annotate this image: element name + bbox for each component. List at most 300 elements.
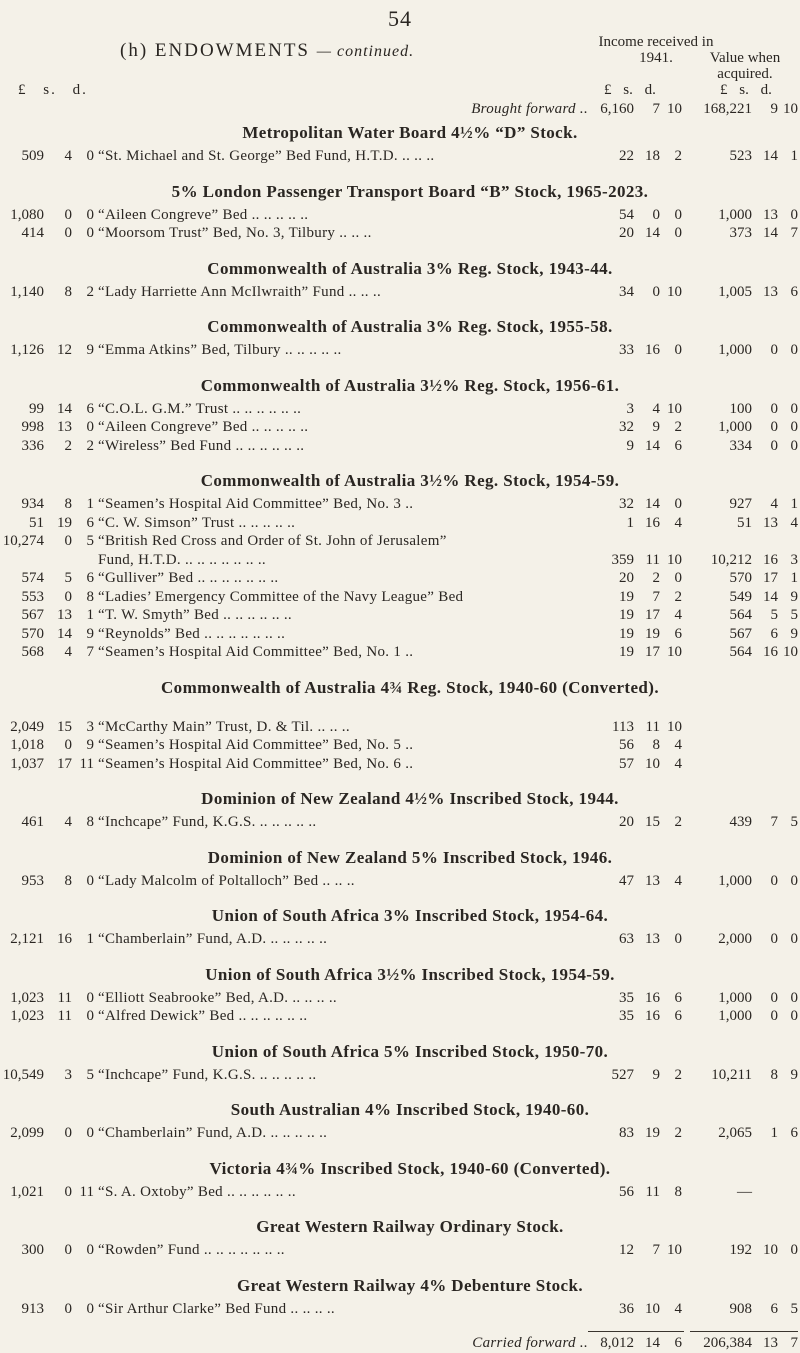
income-pounds: 12 [619, 1242, 634, 1258]
value-pounds: 334 [729, 437, 752, 454]
value-pence: 0 [790, 872, 798, 889]
income-pence: 0 [674, 570, 682, 586]
income-pence: 4 [674, 737, 682, 753]
fund-description: “Lady Malcolm of Poltalloch” Bed .. .. .. [98, 872, 355, 889]
nominal-amount-shillings: 4 [64, 814, 72, 830]
income-pence: 8 [674, 1183, 682, 1200]
nominal-amount-pence: 0 [86, 989, 94, 1006]
forward-label: Brought forward .. [471, 101, 588, 117]
nominal-amount-pence: 8 [86, 814, 94, 830]
income-column-header: Income received in 1941. [598, 34, 714, 66]
value-pounds: 564 [729, 644, 752, 660]
value-pounds: 373 [729, 225, 752, 241]
nominal-amount-shillings: 0 [64, 1183, 72, 1200]
fund-description: “British Red Cross and Order of St. John of Jerusalem” [98, 533, 447, 549]
nominal-amount-pence: 0 [86, 1242, 94, 1258]
value-pounds: 100 [729, 400, 752, 417]
income-pence: 0 [674, 225, 682, 241]
stock-heading: 5% London Passenger Transport Board “B” Stock, 1965-2023. [171, 181, 649, 201]
income-pounds: 22 [619, 148, 634, 164]
value-pounds: 1,005 [718, 283, 752, 300]
income-pence: 10 [667, 400, 682, 417]
value-pence: 1 [790, 570, 798, 586]
brought-forward-row [0, 101, 800, 119]
table-row [0, 756, 800, 774]
value-pounds: 206,384 [703, 1335, 752, 1351]
nominal-amount-shillings: 8 [64, 496, 72, 512]
fund-description: “Seamen’s Hospital Aid Committee” Bed, No. 6 .. [98, 755, 414, 772]
nominal-amount-pounds: 2,121 [10, 931, 44, 947]
income-shillings: 19 [645, 1125, 660, 1141]
value-shillings: 0 [770, 419, 778, 435]
value-shillings: 14 [763, 225, 778, 241]
value-shillings: 13 [763, 206, 778, 223]
nominal-amount-shillings: 0 [64, 225, 72, 241]
value-pence: 6 [790, 1125, 798, 1141]
value-pence: 0 [790, 437, 798, 454]
nominal-amount-pence: 0 [86, 148, 94, 164]
value-pence: 10 [783, 644, 798, 660]
nominal-amount-pence: 9 [86, 625, 94, 642]
value-pounds: 192 [729, 1242, 752, 1258]
value-pence: 0 [790, 419, 798, 435]
value-shillings: 13 [763, 514, 778, 531]
table-row [0, 931, 800, 949]
nominal-amount-pounds: 998 [21, 419, 44, 435]
income-pounds: 35 [619, 989, 634, 1006]
value-shillings: 1 [770, 1125, 778, 1141]
income-pence: 10 [667, 1242, 682, 1258]
income-pence: 6 [674, 1335, 682, 1351]
income-shillings: 16 [645, 514, 660, 531]
value-pounds: 1,000 [718, 206, 752, 223]
value-shillings: 16 [763, 551, 778, 568]
income-shillings: 16 [645, 1008, 660, 1024]
value-pence: 3 [790, 551, 798, 568]
table-row [0, 644, 800, 662]
fund-description: “Gulliver” Bed .. .. .. .. .. .. .. [98, 570, 279, 586]
nominal-amount-pounds: 51 [29, 514, 44, 531]
total-rule-income [588, 1331, 684, 1332]
nominal-amount-pence: 8 [86, 588, 94, 605]
income-pence: 2 [674, 419, 682, 435]
fund-description: “Inchcape” Fund, K.G.S. .. .. .. .. .. [98, 814, 317, 830]
income-pence: 2 [674, 1066, 682, 1083]
nominal-amount-pounds: 953 [21, 872, 44, 889]
nominal-amount-shillings: 14 [57, 400, 72, 417]
nominal-amount-shillings: 2 [64, 437, 72, 454]
income-shillings: 14 [645, 437, 660, 454]
income-pounds: 20 [619, 814, 634, 830]
income-shillings: 15 [645, 814, 660, 830]
income-pence: 4 [674, 755, 682, 772]
nominal-amount-shillings: 13 [57, 607, 72, 623]
stock-heading: Commonwealth of Australia 3½% Reg. Stock, 1956-61. [200, 375, 620, 395]
nominal-amount-shillings: 0 [64, 1125, 72, 1141]
value-pounds: 908 [729, 1300, 752, 1317]
income-pence: 4 [674, 607, 682, 623]
income-pounds: 32 [619, 419, 634, 435]
nominal-amount-pounds: 1,037 [10, 755, 44, 772]
income-pence: 10 [667, 644, 682, 660]
value-shillings: 8 [770, 1066, 778, 1083]
income-pounds: 19 [619, 588, 634, 605]
value-shillings: 14 [763, 588, 778, 605]
value-pence: 0 [790, 1008, 798, 1024]
income-pounds: 47 [619, 872, 634, 889]
income-pounds: 113 [612, 718, 634, 735]
table-row [0, 607, 800, 625]
nominal-amount-pounds: 913 [21, 1300, 44, 1317]
table-row [0, 1301, 800, 1319]
income-shillings: 7 [652, 101, 660, 117]
nominal-amount-pounds: 1,080 [10, 206, 44, 223]
value-pounds: 570 [729, 570, 752, 586]
table-row [0, 284, 800, 302]
table-row [0, 1242, 800, 1260]
nominal-amount-shillings: 15 [57, 718, 72, 735]
value-pounds: 439 [729, 814, 752, 830]
nominal-amount-shillings: 0 [64, 533, 72, 549]
stock-heading: Dominion of New Zealand 4½% Inscribed Stock, 1944. [201, 789, 619, 808]
nominal-amount-pounds: 1,140 [10, 283, 44, 300]
table-row [0, 401, 800, 419]
income-pence: 10 [667, 551, 682, 568]
nominal-amount-shillings: 8 [64, 283, 72, 300]
income-shillings: 13 [645, 931, 660, 947]
income-pounds: 36 [619, 1300, 634, 1317]
nominal-amount-pounds: 99 [29, 400, 44, 417]
table-row [0, 570, 800, 588]
income-pounds: 20 [619, 570, 634, 586]
value-pounds: 1,000 [718, 419, 752, 435]
income-pounds: 6,160 [600, 101, 634, 117]
income-shillings: 9 [652, 419, 660, 435]
page-number: 54 [388, 6, 412, 31]
income-pence: 10 [667, 101, 682, 117]
nominal-amount-pounds: 553 [21, 588, 44, 605]
income-shillings: 2 [652, 570, 660, 586]
page-title [120, 40, 414, 62]
nominal-amount-shillings: 0 [64, 1242, 72, 1258]
nominal-amount-shillings: 11 [57, 1008, 72, 1024]
lsd-header-income: £ s. d. [604, 82, 656, 98]
fund-description: “Lady Harriette Ann McIlwraith” Fund .. .. .. [98, 283, 382, 300]
fund-description: Fund, H.T.D. .. .. .. .. .. .. .. [98, 551, 266, 568]
title-suffix: — continued. [316, 43, 415, 60]
value-pence: 0 [790, 931, 798, 947]
table-row [0, 737, 800, 755]
value-pounds: 567 [729, 625, 752, 642]
value-shillings: 6 [770, 625, 778, 642]
table-row [0, 225, 800, 243]
value-pounds: 927 [729, 496, 752, 512]
income-pence: 6 [674, 625, 682, 642]
fund-description: “C.O.L. G.M.” Trust .. .. .. .. .. .. [98, 400, 302, 417]
nominal-amount-pounds: 461 [21, 814, 44, 830]
value-pounds: 168,221 [703, 101, 752, 117]
fund-description: “C. W. Simson” Trust .. .. .. .. .. [98, 514, 296, 531]
nominal-amount-pounds: 2,099 [10, 1125, 44, 1141]
nominal-amount-pence: 11 [79, 755, 94, 772]
nominal-amount-pence: 1 [86, 496, 94, 512]
nominal-amount-shillings: 12 [57, 342, 72, 358]
value-pounds: 10,211 [711, 1066, 752, 1083]
nominal-amount-pounds: 2,049 [10, 718, 44, 735]
table-row [0, 533, 800, 551]
nominal-amount-pounds: 10,274 [2, 533, 44, 549]
table-row [0, 814, 800, 832]
income-pounds: 3 [626, 400, 634, 417]
nominal-amount-pounds: 1,023 [10, 989, 44, 1006]
income-shillings: 0 [652, 283, 660, 300]
nominal-amount-shillings: 5 [64, 570, 72, 586]
value-shillings: 0 [770, 1008, 778, 1024]
value-pounds: 51 [737, 514, 752, 531]
stock-heading: Union of South Africa 3% Inscribed Stock, 1954-64. [211, 906, 609, 925]
nominal-amount-pence: 6 [86, 400, 94, 417]
fund-description: “Seamen’s Hospital Aid Committee” Bed, No. 3 .. [98, 496, 414, 512]
table-row [0, 589, 800, 607]
stock-heading: Great Western Railway 4% Debenture Stock. [237, 1275, 583, 1295]
stock-heading: Dominion of New Zealand 5% Inscribed Stock, 1946. [207, 847, 613, 867]
value-pence: 5 [790, 814, 798, 830]
value-pence: 0 [790, 400, 798, 417]
fund-description: “S. A. Oxtoby” Bed .. .. .. .. .. .. [98, 1183, 296, 1200]
value-shillings: 17 [763, 570, 778, 586]
value-column-header: Value when acquired. [709, 50, 781, 82]
table-row [0, 626, 800, 644]
fund-description: “Chamberlain” Fund, A.D. .. .. .. .. .. [98, 931, 328, 947]
nominal-amount-shillings: 14 [57, 625, 72, 642]
value-shillings: 7 [770, 814, 778, 830]
income-pence: 4 [674, 1300, 682, 1317]
nominal-amount-pence: 2 [86, 283, 94, 300]
stock-heading: Union of South Africa 3½% Inscribed Stock, 1954-59. [205, 964, 615, 984]
fund-description: “Rowden” Fund .. .. .. .. .. .. .. [98, 1242, 285, 1258]
value-shillings: 5 [770, 607, 778, 623]
income-pounds: 32 [619, 496, 634, 512]
fund-description: “Chamberlain” Fund, A.D. .. .. .. .. .. [98, 1125, 328, 1141]
table-row [0, 990, 800, 1008]
nominal-amount-shillings: 0 [64, 206, 72, 223]
stock-heading: Commonwealth of Australia 3% Reg. Stock, 1955-58. [207, 317, 613, 336]
fund-description: “Emma Atkins” Bed, Tilbury .. .. .. .. .. [98, 342, 342, 358]
table-row [0, 552, 800, 570]
income-pounds: 35 [619, 1008, 634, 1024]
nominal-amount-pence: 0 [86, 1300, 94, 1317]
table-row [0, 719, 800, 737]
nominal-amount-shillings: 0 [64, 737, 72, 753]
nominal-amount-pence: 5 [86, 533, 94, 549]
table-row [0, 207, 800, 225]
fund-description: “St. Michael and St. George” Bed Fund, H.T.D. .. .. .. [98, 148, 435, 164]
value-pence: 9 [790, 588, 798, 605]
value-pence: 7 [790, 225, 798, 241]
value-pounds: 523 [729, 148, 752, 164]
nominal-amount-pence: 5 [86, 1066, 94, 1083]
nominal-amount-pounds: 568 [21, 644, 44, 660]
value-pence: 1 [790, 148, 798, 164]
income-pounds: 359 [611, 551, 634, 568]
fund-description: “Seamen’s Hospital Aid Committee” Bed, No. 1 .. [98, 644, 414, 660]
table-row [0, 1125, 800, 1143]
value-shillings: 10 [763, 1242, 778, 1258]
nominal-amount-pounds: 300 [21, 1242, 44, 1258]
income-pence: 6 [674, 1008, 682, 1024]
income-pence: 6 [674, 437, 682, 454]
nominal-amount-shillings: 4 [64, 644, 72, 660]
income-shillings: 11 [645, 551, 660, 568]
nominal-amount-pence: 0 [86, 872, 94, 889]
income-shillings: 8 [652, 737, 660, 753]
income-pounds: 527 [611, 1066, 634, 1083]
value-pounds: 1,000 [718, 872, 752, 889]
table-row [0, 1067, 800, 1085]
carried-forward-row [0, 1335, 800, 1353]
nominal-amount-pence: 1 [86, 931, 94, 947]
value-pence: 5 [790, 1300, 798, 1317]
nominal-amount-pence: 2 [86, 437, 94, 454]
fund-description: “Sir Arthur Clarke” Bed Fund .. .. .. .. [98, 1300, 335, 1317]
income-shillings: 9 [652, 1066, 660, 1083]
nominal-amount-shillings: 16 [57, 931, 72, 947]
nominal-amount-pence: 0 [86, 206, 94, 223]
value-pounds: 564 [729, 607, 752, 623]
income-pounds: 19 [619, 644, 634, 660]
value-pence: 1 [790, 496, 798, 512]
income-pounds: 19 [619, 625, 634, 642]
income-shillings: 7 [652, 1242, 660, 1258]
value-pounds: 2,000 [718, 931, 752, 947]
nominal-amount-pence: 0 [86, 225, 94, 241]
income-shillings: 11 [645, 718, 660, 735]
nominal-amount-shillings: 19 [57, 514, 72, 531]
stock-heading: Commonwealth of Australia 3% Reg. Stock, 1943-44. [207, 258, 613, 278]
table-row [0, 419, 800, 437]
income-pounds: 9 [626, 437, 634, 454]
nominal-amount-shillings: 3 [64, 1066, 72, 1083]
income-pence: 2 [674, 1125, 682, 1141]
value-pence: 7 [790, 1335, 798, 1351]
value-shillings: 13 [763, 1335, 778, 1351]
income-shillings: 10 [645, 1300, 660, 1317]
income-pounds: 34 [619, 283, 634, 300]
fund-description: “Aileen Congreve” Bed .. .. .. .. .. [98, 206, 309, 223]
nominal-amount-pounds: 574 [21, 570, 44, 586]
value-pence: 0 [790, 342, 798, 358]
income-pounds: 56 [619, 737, 634, 753]
lsd-header-value: £ s. d. [720, 82, 772, 98]
value-pence: 9 [790, 625, 798, 642]
income-shillings: 14 [645, 496, 660, 512]
value-pounds: 1,000 [718, 989, 752, 1006]
value-pence: 10 [783, 101, 798, 117]
table-row [0, 515, 800, 533]
table-row [0, 438, 800, 456]
income-shillings: 16 [645, 989, 660, 1006]
value-shillings: 13 [763, 283, 778, 300]
nominal-amount-pence: 6 [86, 570, 94, 586]
income-shillings: 14 [645, 225, 660, 241]
stock-heading: Great Western Railway Ordinary Stock. [256, 1217, 564, 1236]
value-shillings: 0 [770, 931, 778, 947]
value-pounds: 10,212 [710, 551, 752, 568]
nominal-amount-pence: 0 [86, 1008, 94, 1024]
income-pence: 2 [674, 588, 682, 605]
table-row [0, 148, 800, 166]
income-pounds: 1 [626, 514, 634, 531]
nominal-amount-pounds: 1,018 [10, 737, 44, 753]
nominal-amount-shillings: 0 [64, 588, 72, 605]
fund-description: “Wireless” Bed Fund .. .. .. .. .. .. [98, 437, 305, 454]
table-row [0, 873, 800, 891]
fund-description: “Ladies’ Emergency Committee of the Navy League” Bed [98, 588, 464, 605]
income-shillings: 17 [645, 644, 660, 660]
nominal-amount-pounds: 1,023 [10, 1008, 44, 1024]
fund-description: “T. W. Smyth” Bed .. .. .. .. .. .. [98, 607, 292, 623]
nominal-amount-pounds: 570 [21, 625, 44, 642]
nominal-amount-pounds: 509 [21, 148, 44, 164]
fund-description: “Aileen Congreve” Bed .. .. .. .. .. [98, 419, 309, 435]
stock-heading: Union of South Africa 5% Inscribed Stock, 1950-70. [211, 1041, 609, 1061]
nominal-amount-shillings: 8 [64, 872, 72, 889]
income-pence: 4 [674, 872, 682, 889]
income-pounds: 8,012 [600, 1335, 634, 1351]
value-pence: 4 [790, 514, 798, 531]
nominal-amount-shillings: 0 [64, 1300, 72, 1317]
fund-description: “McCarthy Main” Trust, D. & Til. .. .. .. [98, 718, 350, 735]
income-pounds: 56 [619, 1183, 634, 1200]
nominal-amount-pounds: 336 [21, 437, 44, 454]
income-pounds: 20 [619, 225, 634, 241]
income-pence: 0 [674, 931, 682, 947]
table-row [0, 342, 800, 360]
title-main: (h) ENDOWMENTS [120, 40, 311, 61]
value-pence: 9 [790, 1066, 798, 1083]
income-shillings: 16 [645, 342, 660, 358]
income-pounds: 54 [619, 206, 634, 223]
income-shillings: 19 [645, 625, 660, 642]
nominal-amount-pence: 9 [86, 342, 94, 358]
fund-description: “Moorsom Trust” Bed, No. 3, Tilbury .. .. .. [98, 225, 372, 241]
income-shillings: 4 [652, 400, 660, 417]
value-shillings: 0 [770, 872, 778, 889]
value-pounds: 1,000 [718, 342, 752, 358]
fund-description: “Inchcape” Fund, K.G.S. .. .. .. .. .. [98, 1066, 317, 1083]
income-shillings: 11 [645, 1183, 660, 1200]
nominal-amount-shillings: 11 [57, 989, 72, 1006]
nominal-amount-pounds: 1,021 [10, 1183, 44, 1200]
value-shillings: 0 [770, 342, 778, 358]
income-pence: 2 [674, 814, 682, 830]
nominal-amount-pence: 0 [86, 419, 94, 435]
stock-heading: Commonwealth of Australia 4¾ Reg. Stock, 1940-60 (Converted). [161, 677, 659, 697]
income-shillings: 18 [645, 148, 660, 164]
table-row [0, 1184, 800, 1202]
value-shillings: 9 [770, 101, 778, 117]
nominal-amount-pounds: 10,549 [2, 1066, 44, 1083]
stock-heading: South Australian 4% Inscribed Stock, 1940-60. [230, 1100, 590, 1119]
income-pence: 2 [674, 148, 682, 164]
nominal-amount-pounds: 567 [21, 607, 44, 623]
fund-description: “Seamen’s Hospital Aid Committee” Bed, No. 5 .. [98, 737, 414, 753]
income-shillings: 14 [645, 1335, 660, 1351]
table-row [0, 1008, 800, 1026]
income-pence: 0 [674, 496, 682, 512]
value-shillings: 0 [770, 400, 778, 417]
value-pence: 0 [790, 1242, 798, 1258]
